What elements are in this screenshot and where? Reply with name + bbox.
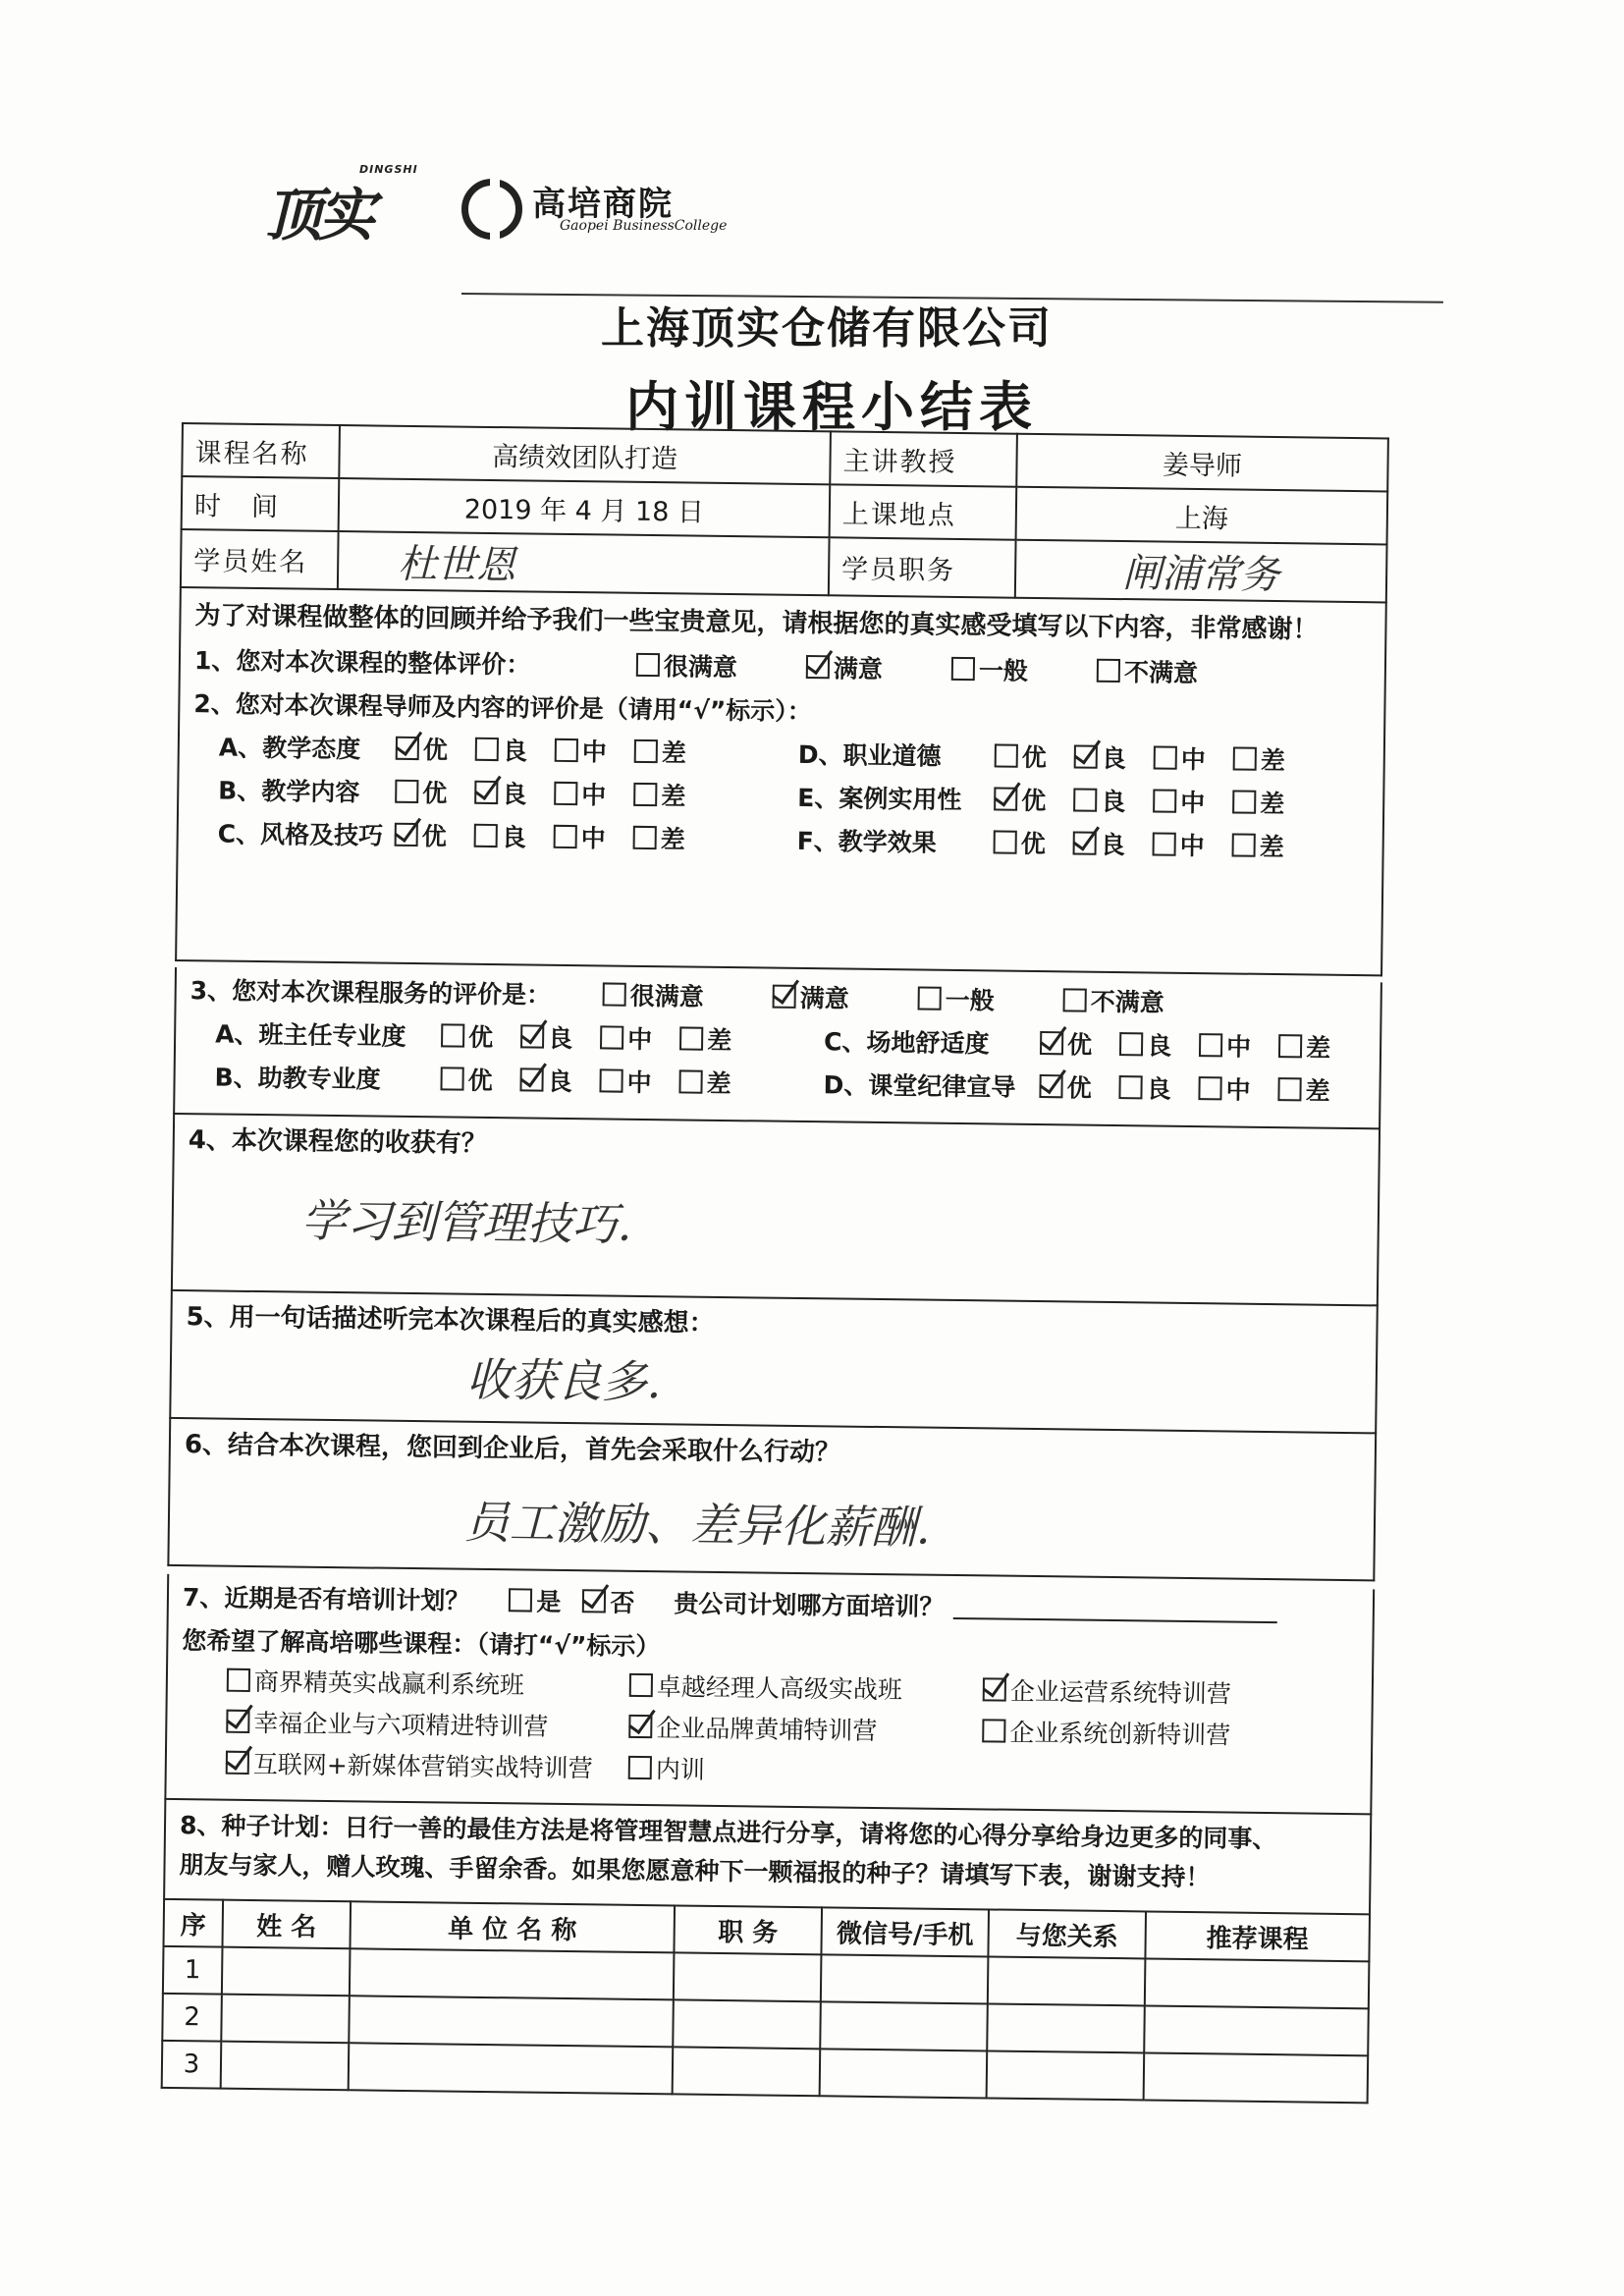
grade-q2right-2-1-checkbox[interactable]: [1073, 831, 1097, 854]
course-3-label: 幸福企业与六项精进特训营: [253, 1709, 549, 1741]
course-6-option[interactable]: [226, 1744, 628, 1786]
grade-q2left-0-1-checkbox[interactable]: [475, 738, 499, 761]
seed-header-4: 微信号/手机: [821, 1907, 989, 1956]
seed-cell[interactable]: [673, 2047, 821, 2096]
student-label: 学员姓名: [181, 529, 339, 589]
grade-q2right-1-3-checkbox[interactable]: [1232, 790, 1256, 813]
rating-section: [175, 588, 1387, 976]
course-2-label: 企业运营系统特训营: [1009, 1676, 1232, 1709]
q7-no-label: 否: [610, 1588, 635, 1617]
dingshi-logo-sub: DINGSHI: [359, 163, 418, 176]
position-value[interactable]: 闸浦常务: [1015, 540, 1387, 603]
grade-q3left-1-1-checkbox[interactable]: [519, 1067, 543, 1091]
q7-no-checkbox[interactable]: [582, 1589, 606, 1613]
grade-q2right-1-2-checkbox[interactable]: [1153, 789, 1176, 812]
q1opts-1-label: 满意: [833, 654, 884, 683]
grade-q3right-1-1-label: 良: [1146, 1074, 1171, 1104]
grade-q2right-0-3-checkbox[interactable]: [1233, 746, 1257, 770]
q1opts-3-label: 不满意: [1123, 658, 1199, 688]
rating-label: C、场地舒适度: [823, 1027, 990, 1059]
grade-q2right-0-3-label: 差: [1260, 745, 1286, 776]
grade-q2left-1-3-label: 差: [661, 782, 686, 811]
grade-q2left-2-0-checkbox[interactable]: [395, 823, 418, 847]
q7-courses: [167, 1661, 1372, 1795]
rating-label: D、职业道德: [797, 739, 942, 771]
grade-q3left-0-1-option[interactable]: [520, 1018, 572, 1055]
grade-q2left-1-0-label: 优: [422, 779, 448, 808]
dingshi-logo: 顶实: [265, 182, 372, 248]
grade-q2right-0-0-checkbox[interactable]: [995, 743, 1018, 767]
course-1-checkbox[interactable]: [629, 1673, 653, 1697]
grade-q3left-1-2-checkbox[interactable]: [599, 1068, 623, 1092]
q7-text: 7、近期是否有培训计划？: [182, 1583, 470, 1615]
grade-q2right-0-2-checkbox[interactable]: [1154, 745, 1177, 769]
grade-q2right-0-1-checkbox[interactable]: [1074, 744, 1098, 768]
grade-q2right-2-2-label: 中: [1179, 831, 1205, 861]
grade-q2right-0-1-option[interactable]: [1074, 738, 1126, 775]
grade-q3right-1-3-option[interactable]: [1277, 1071, 1329, 1108]
place-label: 上课地点: [830, 484, 1017, 539]
seed-header-3: 职 务: [674, 1905, 822, 1954]
grade-q2left-0-2-option[interactable]: [555, 733, 607, 769]
seed-table: [161, 1898, 1371, 2104]
grade-q2right-2-1-label: 良: [1100, 830, 1125, 860]
q7-no-option[interactable]: [582, 1583, 634, 1619]
q5-section: [169, 1291, 1379, 1434]
grade-q2right-0-0-label: 优: [1021, 742, 1047, 773]
q1-text: 1、您对本次课程的整体评价：: [193, 646, 531, 680]
q3opts-1-checkbox[interactable]: [773, 985, 796, 1009]
grade-q2left-0-0-checkbox[interactable]: [396, 737, 419, 760]
grade-q2right-2-3-option[interactable]: [1231, 827, 1283, 863]
course-3-checkbox[interactable]: [226, 1710, 249, 1733]
grade-q2left-2-2-label: 中: [580, 824, 606, 853]
q4-text: 4、本次课程您的收获有？: [188, 1125, 488, 1159]
grade-q2right-1-3-option[interactable]: [1232, 784, 1284, 820]
teacher-value[interactable]: 姜导师: [1016, 434, 1388, 492]
rating-row: [824, 1018, 1359, 1068]
rating-label: B、助教专业度: [214, 1063, 381, 1094]
rating-label: B、教学内容: [218, 776, 360, 807]
seed-row-number: 2: [162, 1994, 222, 2042]
grade-q2right-2-2-checkbox[interactable]: [1153, 832, 1176, 855]
grade-q3left-0-0-option[interactable]: [441, 1017, 493, 1054]
rating-row: [798, 732, 1314, 782]
seed-cell[interactable]: [988, 1956, 1146, 2005]
grade-q3left-1-0-checkbox[interactable]: [440, 1066, 463, 1090]
seed-cell[interactable]: [222, 1947, 351, 1996]
service-section: [173, 967, 1382, 1129]
q3-options: [602, 976, 1232, 1019]
grade-q3left-1-3-checkbox[interactable]: [678, 1069, 702, 1093]
course-3-option[interactable]: [226, 1703, 628, 1745]
q6-section: [167, 1419, 1377, 1581]
rating-row: [214, 1054, 824, 1105]
grade-q2left-2-1-option[interactable]: [474, 818, 526, 854]
q3-grid: [175, 1011, 1380, 1112]
grade-q2left-0-2-checkbox[interactable]: [555, 738, 578, 762]
rating-label: A、班主任专业度: [214, 1019, 406, 1051]
grade-q3left-0-1-label: 良: [547, 1023, 573, 1054]
gaopei-logo-icon: [461, 179, 522, 240]
q4-section: [171, 1115, 1380, 1306]
rating-row: [218, 768, 798, 818]
grade-q3right-1-0-option[interactable]: [1039, 1068, 1091, 1105]
q7-yes-label: 是: [536, 1587, 562, 1616]
grade-q2left-1-3-checkbox[interactable]: [633, 783, 657, 806]
q6-text: 6、结合本次课程，您回到企业后，首先会采取什么行动？: [184, 1430, 841, 1468]
seed-row-number: 3: [162, 2041, 222, 2089]
grade-q2right-2-2-option[interactable]: [1152, 826, 1204, 862]
position-label: 学员职务: [829, 537, 1016, 597]
grade-q2left-1-0-checkbox[interactable]: [395, 780, 418, 803]
seed-cell[interactable]: [221, 2042, 350, 2091]
seed-cell[interactable]: [1145, 1958, 1370, 2008]
grade-q3left-1-3-label: 差: [706, 1068, 731, 1099]
course-1-label: 卓越经理人高级实战班: [656, 1672, 903, 1705]
grade-q3left-0-2-label: 中: [626, 1024, 653, 1055]
grade-q3right-0-3-option[interactable]: [1278, 1028, 1330, 1065]
q7-yes-option[interactable]: [509, 1582, 561, 1618]
q6-answer[interactable]: 员工激励、差异化薪酬.: [463, 1495, 931, 1555]
grade-q2left-1-2-option[interactable]: [554, 776, 606, 812]
seed-cell[interactable]: [349, 1995, 674, 2047]
q8-text-1: 8、种子计划：日行一善的最佳方法是将管理智慧点进行分享，请将您的心得分享给身边更多的同事、: [179, 1811, 1277, 1854]
q7-courses-text: 您希望了解高培哪些课程：（请打“√”标示）: [182, 1626, 661, 1662]
grade-q2left-1-3-option[interactable]: [633, 777, 685, 813]
q1opts-2-checkbox[interactable]: [951, 657, 975, 681]
grade-q2right-1-2-label: 中: [1180, 788, 1206, 818]
grade-q3right-1-1-checkbox[interactable]: [1118, 1075, 1142, 1099]
grade-q3left-0-0-checkbox[interactable]: [441, 1023, 464, 1047]
grade-q2right-2-3-label: 差: [1259, 832, 1284, 862]
grade-q3left-0-3-option[interactable]: [679, 1020, 731, 1057]
grade-q3right-0-0-checkbox[interactable]: [1040, 1031, 1063, 1055]
grade-q2right-2-3-checkbox[interactable]: [1232, 833, 1256, 856]
rating-label: C、风格及技巧: [217, 819, 384, 850]
grade-q3right-0-2-option[interactable]: [1199, 1027, 1251, 1064]
q8-section: [163, 1800, 1372, 1913]
grade-q3left-0-3-label: 差: [706, 1025, 732, 1056]
grade-q2left-2-3-option[interactable]: [633, 820, 685, 856]
seed-row-number: 1: [163, 1946, 223, 1995]
grade-q2right-0-1-label: 良: [1101, 743, 1126, 774]
rating-row: [823, 1062, 1358, 1112]
rating-row: [215, 1011, 825, 1062]
grade-q3left-1-2-option[interactable]: [599, 1063, 651, 1099]
q1-options: [636, 647, 1267, 690]
grade-q2right-1-3-label: 差: [1260, 789, 1285, 819]
student-value[interactable]: 杜世恩: [338, 531, 830, 595]
gaopei-logo-sub: Gaopei BusinessCollege: [560, 218, 728, 234]
course-6-label: 互联网+新媒体营销实战特训营: [252, 1750, 593, 1783]
seed-header-0: 序: [163, 1899, 223, 1947]
grade-q2left-2-2-option[interactable]: [554, 819, 606, 855]
q1opts-0-option[interactable]: [636, 647, 737, 683]
grade-q2right-2-0-label: 优: [1020, 829, 1046, 859]
q1opts-1-option[interactable]: [806, 649, 883, 685]
grade-q3left-0-0-label: 优: [467, 1022, 494, 1053]
grade-q3right-0-2-label: 中: [1225, 1032, 1252, 1062]
grade-q3right-0-1-label: 良: [1146, 1031, 1172, 1061]
course-2-checkbox[interactable]: [983, 1677, 1006, 1701]
q1opts-2-option[interactable]: [951, 651, 1028, 687]
grade-q3left-1-0-option[interactable]: [440, 1061, 492, 1097]
q3opts-3-label: 不满意: [1090, 987, 1164, 1017]
q2-right: [796, 732, 1313, 868]
seed-cell[interactable]: [987, 2003, 1145, 2052]
time-label: 时 间: [182, 476, 340, 531]
q7-plan-text: 贵公司计划哪方面培训？: [674, 1589, 945, 1621]
grade-q3right-0-2-checkbox[interactable]: [1199, 1033, 1222, 1057]
q3opts-0-checkbox[interactable]: [603, 982, 626, 1006]
rating-label: E、案例实用性: [797, 783, 962, 815]
q1opts-1-checkbox[interactable]: [806, 655, 830, 679]
q3opts-3-checkbox[interactable]: [1063, 988, 1087, 1011]
q1opts-3-option[interactable]: [1097, 653, 1198, 689]
grade-q3right-0-1-checkbox[interactable]: [1119, 1032, 1143, 1056]
q3opts-1-label: 满意: [799, 983, 849, 1013]
course-5-option[interactable]: [982, 1712, 1316, 1753]
course-6-checkbox[interactable]: [226, 1751, 249, 1775]
grade-q2right-1-1-label: 良: [1101, 787, 1126, 817]
q4-answer[interactable]: 学习到管理技巧.: [300, 1193, 632, 1251]
course-0-checkbox[interactable]: [227, 1668, 250, 1692]
grade-q3left-0-2-option[interactable]: [600, 1019, 652, 1056]
grade-q3left-0-2-checkbox[interactable]: [600, 1025, 623, 1049]
q7-section: [164, 1574, 1375, 1815]
grade-q2right-1-1-checkbox[interactable]: [1073, 788, 1097, 811]
grade-q2left-2-3-checkbox[interactable]: [633, 826, 657, 849]
q2-text: 2、您对本次课程导师及内容的评价是（请用“√”标示）：: [193, 689, 812, 727]
q3opts-0-label: 很满意: [629, 981, 704, 1011]
grade-q2left-0-3-option[interactable]: [634, 734, 686, 770]
q5-answer[interactable]: 收获良多.: [465, 1352, 662, 1409]
course-value[interactable]: 高绩效团队打造: [339, 425, 831, 484]
grade-q3left-1-2-label: 中: [626, 1067, 652, 1098]
grade-q3right-1-2-option[interactable]: [1198, 1070, 1250, 1107]
q3opts-3-option[interactable]: [1062, 982, 1164, 1018]
grade-q2left-0-3-label: 差: [661, 738, 687, 768]
form-title: 内训课程小结表: [625, 376, 1038, 438]
seed-cell[interactable]: [349, 2043, 674, 2094]
grade-q3right-1-2-checkbox[interactable]: [1198, 1076, 1221, 1100]
q3opts-1-option[interactable]: [772, 979, 848, 1015]
course-0-option[interactable]: [227, 1662, 629, 1704]
grade-q3right-1-1-option[interactable]: [1118, 1069, 1170, 1106]
form: [161, 422, 1389, 2092]
grade-q3left-1-1-label: 良: [547, 1066, 572, 1097]
grade-q2left-1-2-checkbox[interactable]: [554, 782, 577, 805]
seed-header-1: 姓 名: [222, 1900, 351, 1949]
grade-q2right-1-0-checkbox[interactable]: [994, 787, 1017, 810]
grade-q2left-2-0-option[interactable]: [395, 817, 447, 853]
q1opts-0-label: 很满意: [663, 652, 738, 683]
grade-q3right-1-2-label: 中: [1225, 1075, 1251, 1105]
grade-q3left-0-3-checkbox[interactable]: [679, 1026, 703, 1050]
time-value[interactable]: 2019 年 4 月 18 日: [339, 478, 831, 537]
grade-q3right-0-0-option[interactable]: [1040, 1025, 1092, 1062]
grade-q2left-0-1-label: 良: [502, 737, 528, 766]
rating-row: [797, 775, 1313, 825]
seed-cell[interactable]: [1144, 2052, 1369, 2103]
q3-left: [214, 1011, 824, 1105]
grade-q3right-0-3-label: 差: [1305, 1033, 1331, 1063]
grade-q3right-1-0-checkbox[interactable]: [1039, 1074, 1062, 1098]
q2-grid: [178, 724, 1383, 868]
course-5-label: 企业系统创新特训营: [1009, 1718, 1231, 1750]
grade-q3right-0-1-option[interactable]: [1119, 1026, 1171, 1063]
grade-q2right-1-0-label: 优: [1021, 786, 1047, 816]
q5-text: 5、用一句话描述听完本次课程后的真实感想：: [186, 1302, 715, 1339]
course-label: 课程名称: [182, 423, 340, 478]
course-1-option[interactable]: [629, 1667, 983, 1709]
grade-q2right-2-0-checkbox[interactable]: [994, 830, 1017, 853]
grade-q2right-1-0-option[interactable]: [994, 781, 1046, 817]
grade-q2right-0-2-label: 中: [1180, 744, 1206, 775]
seed-header-5: 与您关系: [988, 1909, 1146, 1958]
grade-q2right-0-0-option[interactable]: [995, 738, 1047, 774]
grade-q2right-2-1-option[interactable]: [1072, 825, 1124, 861]
grade-q3right-0-3-checkbox[interactable]: [1278, 1034, 1302, 1058]
grade-q3right-1-0-label: 优: [1066, 1073, 1092, 1103]
seed-cell[interactable]: [350, 1948, 675, 1999]
teacher-label: 主讲教授: [830, 431, 1017, 486]
course-2-option[interactable]: [983, 1670, 1317, 1712]
seed-cell[interactable]: [820, 2001, 988, 2050]
q3opts-0-option[interactable]: [602, 976, 703, 1012]
logo-area: [265, 157, 756, 265]
grade-q2left-0-2-label: 中: [581, 738, 608, 767]
course-7-label: 内训: [655, 1755, 705, 1784]
gaopei-logo-text: 高培商院: [532, 185, 674, 224]
grade-q2left-0-1-option[interactable]: [475, 732, 527, 768]
grade-q2left-2-1-label: 良: [501, 823, 526, 852]
seed-cell[interactable]: [221, 1995, 350, 2044]
grade-q2left-2-2-checkbox[interactable]: [554, 825, 577, 848]
course-5-checkbox[interactable]: [982, 1719, 1005, 1742]
seed-cell[interactable]: [1144, 2005, 1369, 2055]
q7-yes-checkbox[interactable]: [509, 1588, 532, 1612]
rating-label: D、课堂纪律宣导: [823, 1070, 1016, 1102]
q3opts-2-label: 一般: [945, 985, 995, 1015]
seed-header-6: 推荐课程: [1145, 1911, 1370, 1961]
q1opts-3-checkbox[interactable]: [1097, 659, 1120, 683]
seed-cell[interactable]: [673, 1999, 821, 2049]
rating-label: A、教学态度: [218, 733, 361, 764]
course-4-option[interactable]: [628, 1708, 982, 1750]
grade-q2left-1-1-checkbox[interactable]: [474, 781, 498, 804]
rating-label: F、教学效果: [796, 826, 937, 857]
seed-cell[interactable]: [820, 2049, 988, 2098]
grade-q2left-1-0-option[interactable]: [395, 774, 447, 810]
seed-header-2: 单 位 名 称: [350, 1901, 675, 1952]
q7-plan-input[interactable]: [953, 1592, 1277, 1623]
grade-q3right-1-3-checkbox[interactable]: [1277, 1077, 1301, 1101]
grade-q2left-1-1-label: 良: [502, 780, 527, 809]
q1opts-2-label: 一般: [978, 656, 1029, 685]
info-table: [180, 422, 1389, 603]
q3-right: [823, 1018, 1358, 1112]
grade-q3right-1-3-label: 差: [1305, 1076, 1330, 1106]
course-4-checkbox[interactable]: [628, 1715, 652, 1738]
grade-q3left-1-3-option[interactable]: [678, 1064, 731, 1100]
grade-q2right-1-1-option[interactable]: [1073, 782, 1125, 818]
grade-q2left-2-0-label: 优: [421, 822, 447, 851]
grade-q2right-2-0-option[interactable]: [993, 824, 1045, 860]
grade-q2left-0-0-option[interactable]: [396, 731, 448, 767]
grade-q3right-0-0-label: 优: [1066, 1030, 1093, 1060]
q3-text: 3、您对本次课程服务的评价是：: [189, 976, 552, 1010]
intro-text: 为了对课程做整体的回顾并给予我们一些宝贵意见，请根据您的真实感受填写以下内容，非常感谢！: [194, 601, 1319, 645]
rating-row: [219, 725, 799, 775]
grade-q3left-0-1-checkbox[interactable]: [520, 1024, 544, 1048]
grade-q2left-1-2-label: 中: [581, 781, 607, 810]
q1opts-0-checkbox[interactable]: [636, 653, 660, 677]
q3opts-2-option[interactable]: [917, 980, 994, 1016]
rating-row: [796, 818, 1312, 868]
grade-q2left-0-3-checkbox[interactable]: [634, 739, 658, 763]
place-value[interactable]: 上海: [1016, 487, 1388, 545]
grade-q2left-1-1-option[interactable]: [474, 775, 526, 811]
grade-q2left-0-0-label: 优: [422, 736, 449, 765]
course-4-label: 企业品牌黄埔特训营: [656, 1714, 878, 1746]
course-7-option[interactable]: [628, 1749, 982, 1791]
seed-cell[interactable]: [987, 2050, 1145, 2100]
rating-row: [217, 810, 797, 860]
grade-q3left-1-0-label: 优: [467, 1066, 493, 1096]
grade-q2left-2-1-checkbox[interactable]: [474, 824, 498, 847]
company-name: 上海顶实仓储有限公司: [601, 303, 1053, 354]
grade-q2right-1-2-option[interactable]: [1153, 783, 1205, 819]
grade-q2right-0-2-option[interactable]: [1154, 739, 1206, 776]
q8-text-2: 朋友与家人，赠人玫瑰、手留余香。如果您愿意种下一颗福报的种子？请填写下表，谢谢支持！: [179, 1850, 1211, 1892]
grade-q3left-1-1-option[interactable]: [519, 1062, 571, 1098]
q2-left: [217, 725, 798, 861]
seed-cell[interactable]: [821, 1954, 989, 2003]
seed-cell[interactable]: [674, 1952, 822, 2001]
course-7-checkbox[interactable]: [628, 1756, 652, 1779]
q3opts-2-checkbox[interactable]: [918, 986, 942, 1010]
grade-q2left-2-3-label: 差: [660, 825, 685, 854]
grade-q2right-0-3-option[interactable]: [1233, 740, 1285, 777]
course-0-label: 商界精英实战赢利系统班: [253, 1667, 525, 1700]
